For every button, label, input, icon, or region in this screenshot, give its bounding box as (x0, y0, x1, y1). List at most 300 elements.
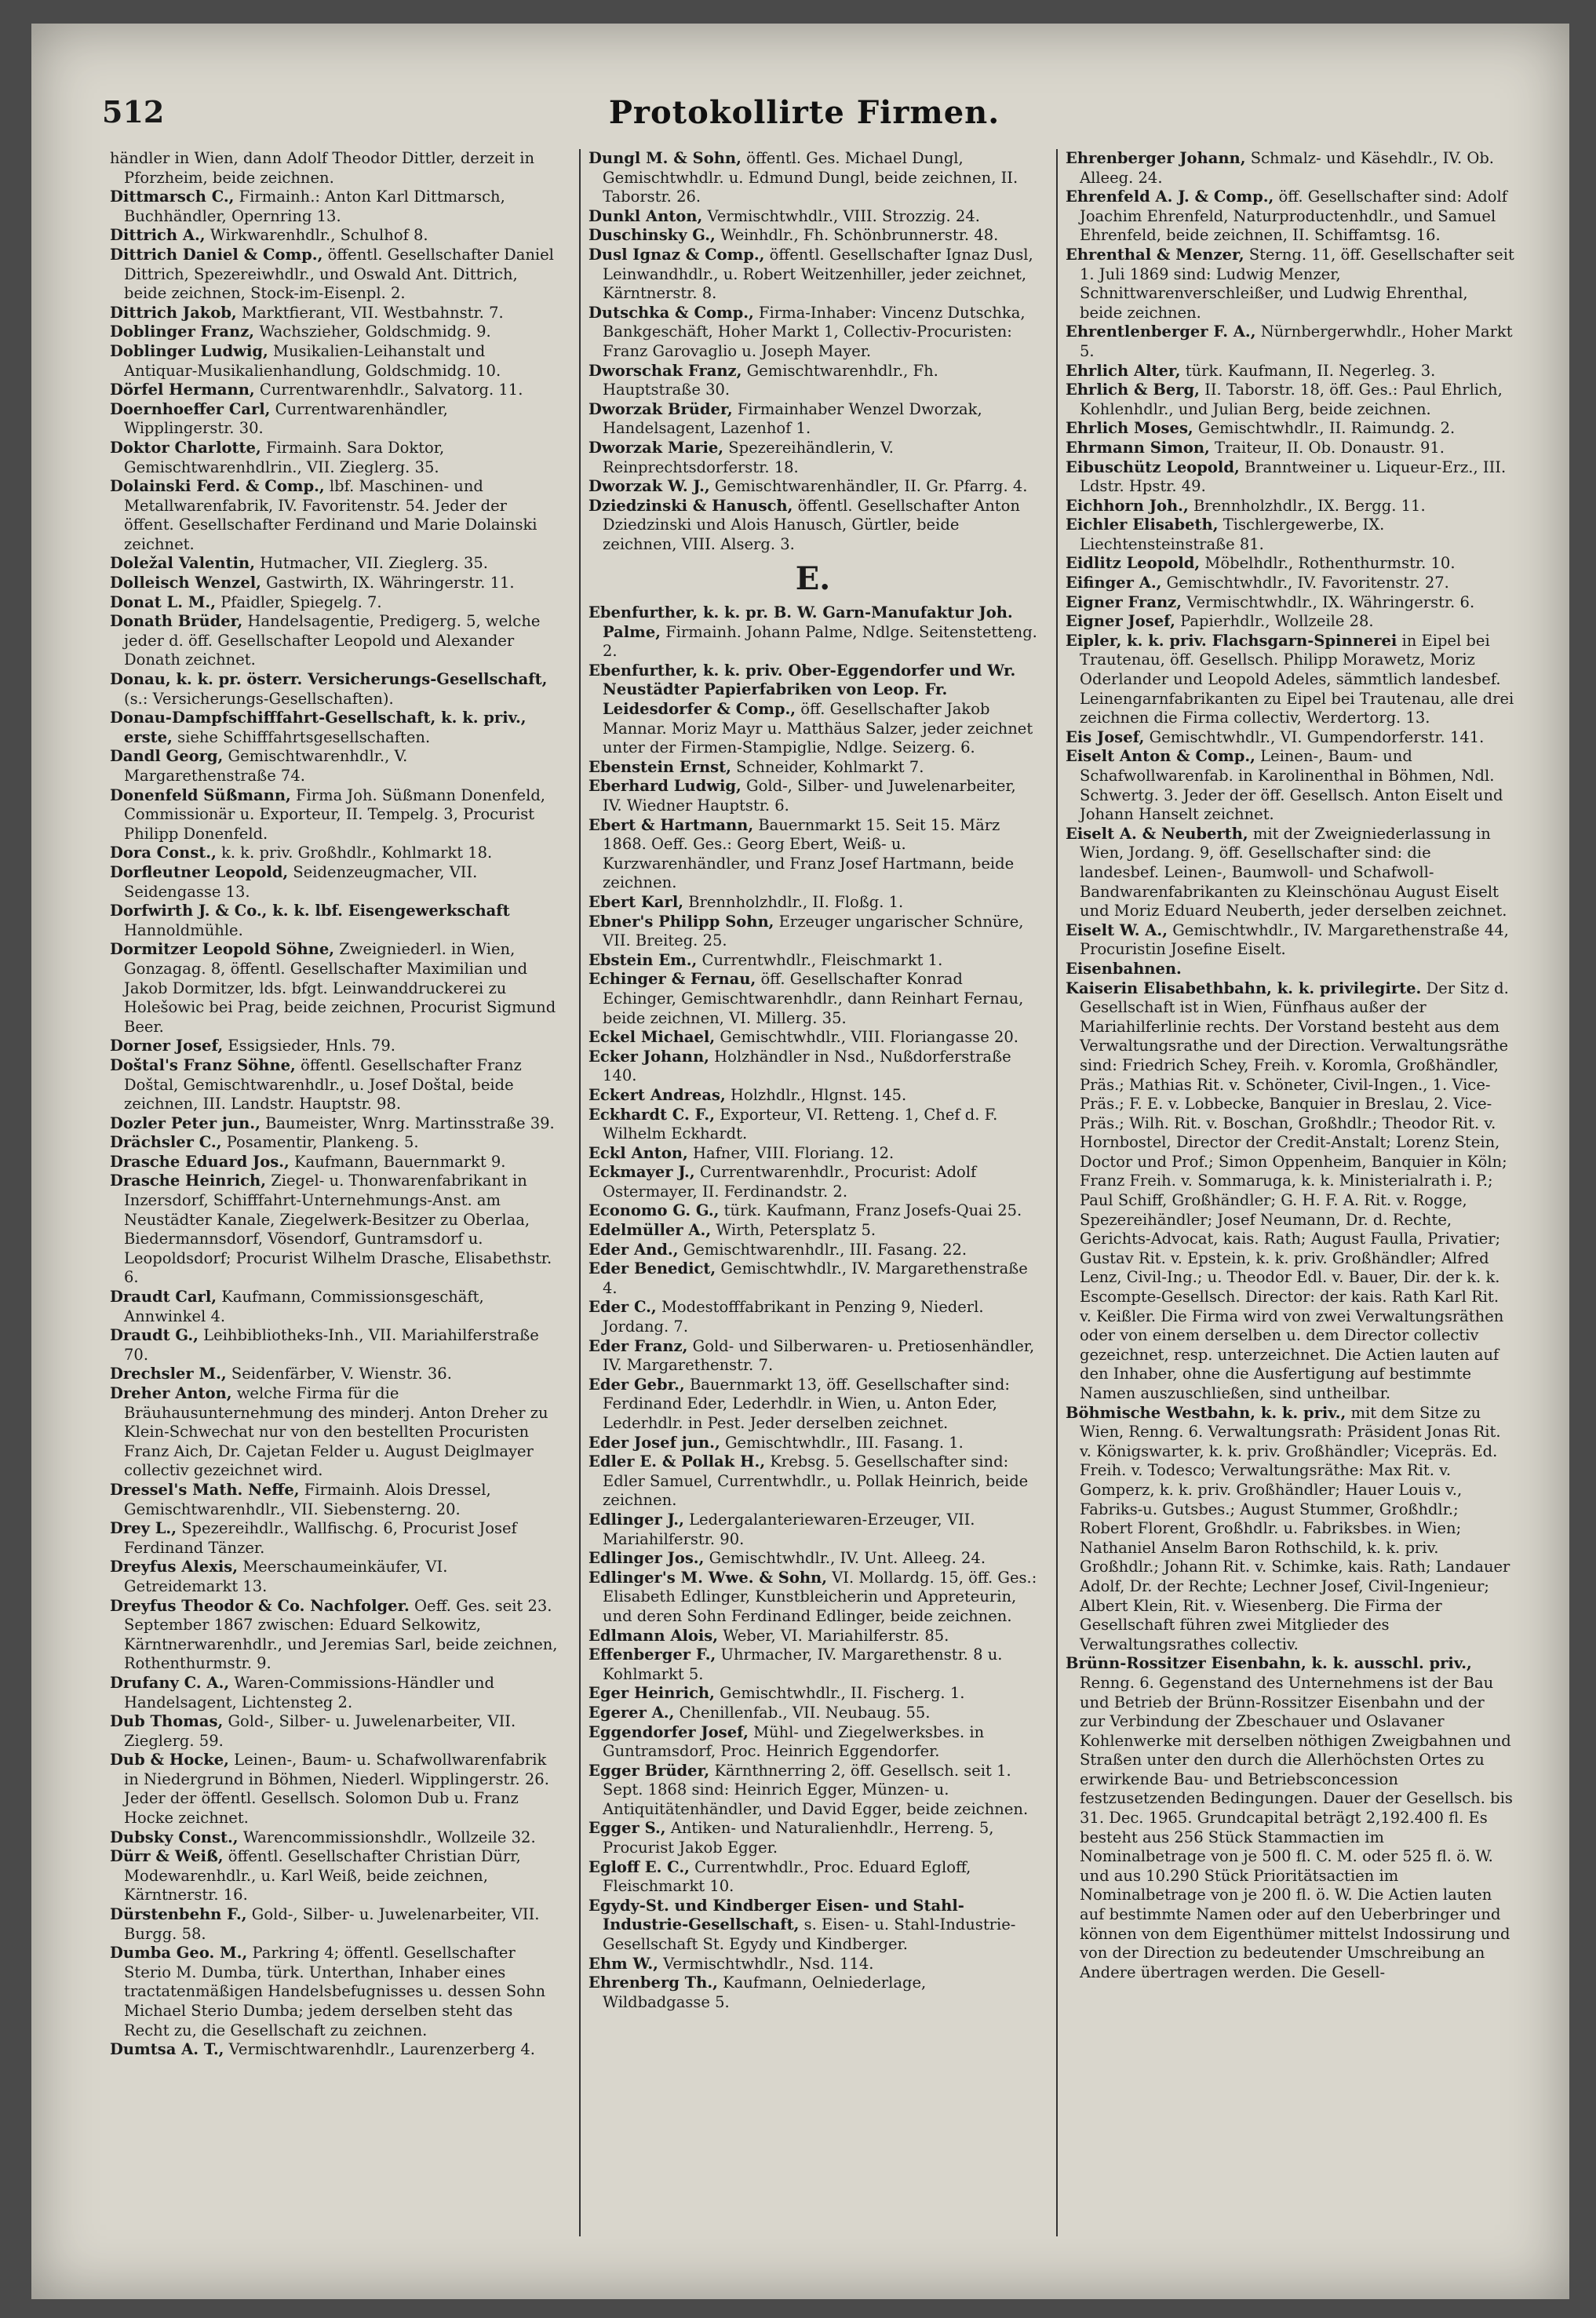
firm-details: Spezereihändlerin, V. Reinprechtsdorferstr. 18. (603, 438, 894, 476)
firm-name: Edlinger's M. Wwe. & Sohn, (588, 1568, 828, 1587)
firm-details: Marktfierant, VII. Westbahnstr. 7. (241, 303, 504, 322)
firm-details: öffentl. Gesellschafter Franz Doštal, Gemischtwarenhdlr., u. Josef Doštal, beide zeichnen, III. Landstr. Hauptstr. 98. (124, 1055, 522, 1113)
directory-entry (1066, 612, 1514, 632)
directory-entry (588, 1549, 1037, 1569)
directory-entry (110, 400, 560, 439)
firm-name: Doernhoeffer Carl, (110, 399, 271, 418)
firm-details: Leihbibliotheks-Inh., VII. Mariahilferstraße 70. (124, 1326, 539, 1364)
page-header (102, 94, 1507, 141)
firm-name: Dumba Geo. M., (110, 1944, 248, 1963)
directory-entry (588, 1201, 1037, 1221)
firm-details: Gemischtwarenhdlr., Fh. Hauptstraße 30. (603, 361, 938, 399)
firm-details: Currentwhdlr., Fleischmarkt 1. (701, 950, 943, 969)
directory-entry (110, 902, 560, 940)
directory-entry (110, 1674, 560, 1712)
firm-details: Wirth, Petersplatz 5. (716, 1221, 876, 1240)
firm-details: Ziegel- u. Thonwarenfabrikant in Inzersdorf, Schifffahrt-Unternehmungs-Anst. am Neustädter Kanale, Ziegelwerk-Besitzer zu Oberlaa, Biedermannsdorf, Vösendorf, Guntramsdorf u. Leopoldsdorf; Procurist Wilhelm Drasche, Elisabethstr. 6. (124, 1172, 552, 1287)
firm-name: Effenberger F., (588, 1646, 716, 1664)
directory-entry (110, 323, 560, 342)
firm-name: Ebenstein Ernst, (588, 757, 731, 776)
directory-entry (110, 1712, 560, 1751)
firm-name: Doblinger Franz, (110, 323, 255, 341)
firm-details: Gemischtwhdlr., III. Fasang. 1. (724, 1433, 964, 1452)
firm-details: Warencommissionshdlr., Wollzeile 32. (242, 1828, 536, 1846)
firm-name: Ebert & Hartmann, (588, 815, 754, 834)
firm-name: Donath Brüder, (110, 612, 243, 631)
firm-details: VI. Mollardg. 15, öff. Ges.: Elisabeth Edlinger, Kunstbleicherin und Appreteurin, und deren Sohn Ferdinand Edlinger, beide zeichnen. (603, 1568, 1037, 1625)
directory-entry (1066, 1654, 1514, 1982)
directory-entry (110, 1326, 560, 1365)
firm-details: Holzhdlr., Hlgnst. 145. (730, 1085, 907, 1104)
firm-name: Drächsler C., (110, 1133, 222, 1152)
firm-name: Dandl Georg, (110, 747, 224, 766)
firm-details: Gold-, Silber- u. Juwelenarbeiter, VII. Burgg. 58. (124, 1905, 540, 1943)
firm-name: Ebstein Em., (588, 950, 698, 969)
firm-name: Egger Brüder, (588, 1761, 710, 1780)
firm-details: k. k. priv. Großhdlr., Kohlmarkt 18. (221, 844, 493, 862)
firm-name: Doktor Charlotte, (110, 438, 261, 457)
firm-name: Eckel Michael, (588, 1028, 716, 1047)
firm-name: Eigner Josef, (1066, 612, 1175, 631)
firm-details: Gemischtwhdlr., IV. Margarethenstraße 44, Procuristin Josefine Eiselt. (1080, 920, 1509, 959)
firm-details: II. Taborstr. 18, öff. Ges.: Paul Ehrlich, Kohlenhdlr., und Julian Berg, beide zeichnen. (1080, 381, 1503, 418)
directory-entry (588, 1819, 1037, 1857)
directory-entry (588, 758, 1037, 778)
firm-details: Traiteur, II. Ob. Donaustr. 91. (1215, 438, 1445, 457)
firm-name: Ehrlich Alter, (1066, 361, 1181, 380)
directory-entry (110, 1114, 560, 1134)
directory-entry (588, 1241, 1037, 1260)
firm-name: Dittmarsch C., (110, 188, 235, 206)
firm-details: Holzhändler in Nsd., Nußdorferstraße 140. (603, 1047, 1011, 1085)
firm-name: Edelmüller A., (588, 1221, 712, 1240)
firm-name: Drasche Eduard Jos., (110, 1152, 290, 1171)
directory-entry (110, 844, 560, 863)
firm-details: öffentl. Gesellschafter Ignaz Dusl, Leinwandhdlr., u. Robert Weitzenhiller, jeder zeichnet, Kärntnerstr. 8. (603, 245, 1033, 303)
firm-details: Essigsieder, Hnls. 79. (228, 1037, 395, 1055)
directory-entry (110, 1153, 560, 1172)
firm-details: Zweigniederl. in Wien, Gonzagag. 8, öffentl. Gesellschafter Maximilian und Jakob Dormitzer, lds. bfgt. Leinwanddruckerei zu Holešowic bei Prag, beide zeichnen, Procurist Sigmund Beer. (124, 940, 556, 1036)
directory-entry (1066, 497, 1514, 516)
firm-name: Eggendorfer Josef, (588, 1722, 749, 1741)
firm-name: Eifinger A., (1066, 574, 1162, 592)
firm-details: türk. Kaufmann, II. Negerleg. 3. (1185, 361, 1436, 380)
firm-details: Weber, VI. Mariahilferstr. 85. (723, 1626, 949, 1645)
firm-details: Sterng. 11, öff. Gesellschafter seit 1. Juli 1869 sind: Ludwig Menzer, Schnittwarenverschleißer, und Ludwig Ehrenthal, beide zeichnen. (1080, 245, 1514, 322)
firm-name: Egger S., (588, 1819, 666, 1838)
firm-details: Uhrmacher, IV. Margarethenstr. 8 u. Kohlmarkt 5. (603, 1646, 1003, 1683)
firm-name: Dittrich Daniel & Comp., (110, 245, 323, 264)
directory-entry (588, 207, 1037, 227)
directory-entry (588, 1259, 1037, 1298)
directory-entry (588, 662, 1037, 758)
firm-details: Meerschaumeinkäufer, VI. Getreidemarkt 13. (124, 1558, 448, 1595)
firm-details: Gemischtwarenhdlr., V. Margarethenstraße 74. (124, 747, 408, 785)
directory-entry (110, 149, 560, 188)
directory-entry (1066, 439, 1514, 458)
firm-details: Möbelhdlr., Rothenthurmstr. 10. (1204, 554, 1456, 573)
directory-entry (110, 188, 560, 226)
firm-name: Edlinger J., (588, 1510, 684, 1529)
directory-entry (110, 1828, 560, 1848)
firm-details: Tischlergewerbe, IX. Liechtensteinstraße 81. (1080, 516, 1385, 553)
directory-entry (110, 554, 560, 574)
firm-details: öff. Gesellschafter Jakob Mannar. Moriz Mayr u. Matthäus Salzer, jeder zeichnet unter der Firmen-Stampiglie, Ndlge. Seizerg. 6. (603, 700, 1033, 757)
directory-entry (110, 381, 560, 400)
directory-entry (1066, 632, 1514, 728)
directory-entry (110, 747, 560, 785)
firm-details: Firmainh. Sara Doktor, Gemischtwarenhdlrin., VII. Zieglerg. 35. (124, 438, 445, 476)
firm-name: Eder C., (588, 1298, 657, 1317)
firm-name: Drey L., (110, 1519, 177, 1538)
firm-name: Dozler Peter jun., (110, 1113, 261, 1132)
firm-name: Doblinger Ludwig, (110, 341, 268, 360)
directory-entry (1066, 381, 1514, 419)
firm-details: (s.: Versicherungs-Gesellschaften). (124, 689, 394, 708)
firm-name: Eberhard Ludwig, (588, 777, 742, 796)
directory-entry (588, 970, 1037, 1028)
directory-entry (1066, 593, 1514, 613)
firm-name: Dumtsa A. T., (110, 2040, 224, 2059)
firm-details: Gemischtwarenhändler, II. Gr. Pfarrg. 4. (714, 477, 1028, 496)
firm-name: Draudt Carl, (110, 1288, 217, 1307)
firm-details: Gold-, Silber- u. Juwelenarbeiter, VII. Zieglerg. 59. (124, 1712, 516, 1750)
directory-entry (588, 1723, 1037, 1762)
firm-name: Ebenfurther, k. k. priv. Ober-Eggendorfer und Wr. Neustädter Papierfabriken von Leop. Fr. Leidesdorfer & Comp., (588, 661, 1016, 719)
firm-details: Spezereihdlr., Wallfischg. 6, Procurist Josef Ferdinand Tänzer. (124, 1519, 517, 1557)
firm-details: Renng. 6. Gegenstand des Unternehmens ist der Bau und Betrieb der Brünn-Rossitzer Eisenbahn und der zur Verbindung der Zbeschauer und Oslavaner Kohlenwerke mit derselben nöthigen Zweigbahnen und Straßen unter den durch die Allerhöchsten Ortes zu erwirkende Bau- und Betriebsconcession festzusetzenden Bedingungen. Dauer der Gesellsch. bis 31. Dec. 1965. Grundcapital beträgt 2,192.400 fl. Es besteht aus 256 Stück Stammactien im Nominalbetrage von je 500 fl. C. M. oder 525 fl. ö. W. und aus 10.290 Stück Prioritätsactien im Nominalbetrage von je 200 fl. ö. W. Die Actien lauten auf bestimmte Namen oder auf den Ueberbringer und können von dem Eigenthümer mittelst Indossirung und von der Direction zu bedeutender Umschreibung an Andere übertragen werden. Die Gesell- (1080, 1673, 1513, 1981)
directory-entry (1066, 458, 1514, 497)
directory-entry (110, 1172, 560, 1288)
firm-details: Branntweiner u. Liqueur-Erz., III. Ldstr. Hpstr. 49. (1080, 457, 1507, 496)
firm-details: Currentwarenhändler, Wipplingerstr. 30. (124, 399, 448, 438)
directory-entry (588, 1897, 1037, 1955)
firm-name: Ehrenthal & Menzer, (1066, 245, 1244, 264)
firm-details: Der Sitz d. Gesellschaft ist in Wien, Fünfhaus außer der Mariahilferlinie rechts. Der Vorstand besteht aus dem Verwaltungsrathe und der Direction. Verwaltungsräthe sind: Friedrich Schey, Freih. v. Koromla, Großhändler, Präs.; Mathias Rit. v. Schöneter, Civil-Ingen., 1. Vice-Präs.; F. E. v. Lobbecke, Banquier in Breslau, 2. Vice-Präs.; Wilh. Rit. v. Boschan, Großhdlr.; Theodor Rit. v. Hornbostel, Director der Credit-Anstalt; Lorenz Stein, Doctor und Prof.; Simon Oppenheim, Banquier in Köln; Franz Freih. v. Sommaruga, k. k. Ministerialrath i. P.; Paul Schiff, Großhändler; G. H. F. A. Rit. v. Rogge, Spezereihändler; Josef Neumann, Dr. d. Rechte, Gerichts-Advocat, kais. Rath; August Faulla, Privatier; Gustav Rit. v. Epstein, k. k. priv. Großhändler; Alfred Lenz, Civil-Ing.; u. Theodor Edl. v. Bauer, Dir. der k. k. Escompte-Gesellsch. Director: der kais. Rath Karl Rit. v. Keißler. Die Firma wird von zwei Verwaltungsräthen oder von einem derselben u. dem Director collectiv gezeichnet, resp. unterzeichnet. Die Actien lauten auf den Inhaber, ohne die Ausfertigung auf bestimmte Namen auszuschließen, sind untheilbar. (1080, 979, 1509, 1402)
firm-details: Currentwhdlr., Proc. Eduard Egloff, Fleischmarkt 10. (603, 1857, 971, 1896)
directory-entry (110, 612, 560, 670)
firm-name: Eckhardt C. F., (588, 1105, 715, 1124)
directory-entry (1066, 960, 1514, 979)
firm-name: Dutschka & Comp., (588, 303, 754, 322)
directory-entry (110, 246, 560, 304)
firm-details: Vermischtwhdlr., VIII. Strozzig. 24. (707, 206, 980, 225)
firm-name: Eichler Elisabeth, (1066, 516, 1219, 534)
directory-entry (588, 246, 1037, 304)
firm-details: Mühl- und Ziegelwerksbes. in Guntramsdorf, Proc. Heinrich Eggendorfer. (603, 1722, 985, 1761)
firm-details: Firma-Inhaber: Vincenz Dutschka, Bankgeschäft, Hoher Markt 1, Collectiv-Procuristen: Franz Garovaglio u. Joseph Mayer. (603, 303, 1026, 360)
firm-name: Dreyfus Theodor & Co. Nachfolger. (110, 1596, 410, 1615)
firm-name: Ehrenberger Johann, (1066, 149, 1246, 167)
firm-name: Dubsky Const., (110, 1828, 239, 1846)
directory-entry (110, 1056, 560, 1114)
firm-details: händler in Wien, dann Adolf Theodor Dittler, derzeit in Pforzheim, beide zeichnen. (110, 149, 535, 187)
firm-name: Drufany C. A., (110, 1673, 230, 1692)
firm-details: Firma Joh. Süßmann Donenfeld, Commissionär u. Exporteur, II. Tempelg. 3, Procurist Philipp Donenfeld. (124, 785, 545, 843)
firm-details: Wachszieher, Goldschmidg. 9. (259, 323, 491, 341)
firm-name: Dungl M. & Sohn, (588, 149, 742, 167)
firm-details: Schneider, Kohlmarkt 7. (736, 757, 924, 776)
firm-details: Seidenzeugmacher, VII. Seidengasse 13. (124, 862, 478, 901)
firm-details: Brennholzhdlr., IX. Bergg. 11. (1193, 496, 1426, 515)
firm-name: Ehrentlenberger F. A., (1066, 323, 1256, 341)
directory-entry (588, 1337, 1037, 1376)
directory-entry (1066, 825, 1514, 921)
firm-name: Dworschak Franz, (588, 361, 742, 380)
firm-name: Dziedzinski & Hanusch, (588, 496, 793, 515)
firm-name: Duschinsky G., (588, 226, 716, 245)
firm-details: Gemischtwhdlr., IV. Margarethenstraße 4. (603, 1259, 1028, 1297)
directory-entry (588, 1627, 1037, 1646)
firm-details: Posamentir, Plankeng. 5. (226, 1133, 419, 1152)
directory-entry (110, 1847, 560, 1905)
directory-entry (588, 1704, 1037, 1723)
directory-entry (1066, 1404, 1514, 1655)
directory-entry (1066, 516, 1514, 554)
firm-name: Eckl Anton, (588, 1143, 688, 1162)
firm-name: Eckmayer J., (588, 1163, 695, 1182)
firm-details: Gemischtwhdlr., II. Fischerg. 1. (720, 1684, 965, 1703)
directory-entry (588, 913, 1037, 951)
firm-details: Waren-Commissions-Händler und Handelsagent, Lichtensteg 2. (124, 1673, 494, 1711)
directory-entry (588, 1434, 1037, 1453)
firm-details: Parkring 4; öffentl. Gesellschafter Sterio M. Dumba, türk. Unterthan, Inhaber eines tractatenmäßigen Handelsbefugnisses u. dessen Sohn Michael Sterio Dumba; jedem derselben steht das Recht zu, die Gesellschaft zu zeichnen. (124, 1944, 546, 2039)
directory-entry (110, 1905, 560, 1944)
directory-entry (588, 1511, 1037, 1549)
directory-entry (588, 362, 1037, 400)
firm-details: Vermischtwhdlr., Nsd. 114. (663, 1954, 874, 1973)
directory-entry (588, 816, 1037, 893)
firm-name: Eigner Franz, (1066, 592, 1182, 611)
firm-name: Eckert Andreas, (588, 1085, 726, 1104)
firm-name: Dworzak Marie, (588, 438, 724, 457)
firm-name: Eder Gebr., (588, 1375, 685, 1394)
firm-name: Dürstenbehn F., (110, 1905, 247, 1924)
firm-details: Exporteur, VI. Retteng. 1, Chef d. F. Wilhelm Eckhardt. (603, 1105, 998, 1143)
firm-details: öffentl. Gesellschafter Christian Dürr, Modewarenhdlr., u. Karl Weiß, beide zeichnen, Kärntnerstr. 16. (124, 1847, 521, 1904)
firm-details: öff. Gesellschafter sind: Adolf Joachim Ehrenfeld, Naturproductenhdlr., und Samuel Ehrenfeld, beide zeichnen, II. Schiffamtsg. 16. (1080, 188, 1507, 245)
text-columns (102, 149, 1522, 2236)
firm-name: Eisenbahnen. (1066, 959, 1182, 978)
directory-entry (1066, 323, 1514, 361)
firm-name: Dolleisch Wenzel, (110, 574, 261, 592)
firm-details: Gemischtwhdlr., VIII. Floriangasse 20. (720, 1028, 1018, 1047)
firm-name: Ehrlich & Berg, (1066, 381, 1200, 399)
directory-entry (588, 226, 1037, 246)
firm-details: Bauernmarkt 15. Seit 15. März 1868. Oeff. Ges.: Georg Ebert, Weiß- u. Kurzwarenhändler, und Franz Josef Hartmann, beide zeichnen. (603, 815, 1015, 892)
firm-details: Krebsg. 5. Gesellschafter sind: Edler Samuel, Currentwhdlr., u. Pollak Heinrich, beide zeichnen. (603, 1452, 1029, 1510)
directory-entry (588, 1452, 1037, 1511)
page-title: Protokollirte Firmen. (608, 94, 1000, 131)
firm-name: Ehrmann Simon, (1066, 438, 1210, 457)
firm-name: Eidlitz Leopold, (1066, 554, 1201, 573)
firm-name: Dormitzer Leopold Söhne, (110, 940, 335, 959)
directory-entry (110, 1481, 560, 1519)
firm-details: Handelsagentie, Predigerg. 5, welche jeder d. öff. Gesellschafter Leopold und Alexander Donath zeichnet. (124, 612, 541, 669)
document-page (31, 24, 1569, 2299)
firm-name: Eis Josef, (1066, 727, 1145, 746)
firm-details: Hafner, VIII. Floriang. 12. (692, 1143, 895, 1162)
directory-entry (110, 1384, 560, 1481)
directory-entry (1066, 554, 1514, 574)
firm-name: Ebner's Philipp Sohn, (588, 912, 774, 931)
directory-entry (110, 1558, 560, 1596)
firm-name: Eibuschütz Leopold, (1066, 457, 1240, 476)
directory-entry (588, 1646, 1037, 1684)
firm-name: Egydy-St. und Kindberger Eisen- und Stahl-Industrie-Gesellschaft, (588, 1896, 964, 1934)
directory-entry (588, 1086, 1037, 1106)
firm-name: Economo G. G., (588, 1201, 720, 1220)
firm-details: öffentl. Gesellschafter Daniel Dittrich, Spezereiwhdlr., und Oswald Ant. Dittrich, beide zeichnen, Stock-im-Eisenpl. 2. (124, 245, 554, 303)
firm-details: öff. Gesellschafter Konrad Echinger, Gemischtwarenhdlr., dann Reinhart Fernau, beide zeichnen, VI. Millerg. 35. (603, 970, 1024, 1027)
firm-name: Drechsler M., (110, 1365, 227, 1383)
firm-details: Leinen-, Baum- u. Schafwollwarenfabrik in Niedergrund in Böhmen, Niederl. Wipplingerstr. 26. Jeder der öffentl. Gesellsch. Solomon Dub u. Franz Hocke zeichnet. (124, 1751, 549, 1828)
firm-name: Dolainski Ferd. & Comp., (110, 477, 325, 496)
firm-details: Kaufmann, Oelniederlage, Wildbadgasse 5. (603, 1974, 927, 2011)
firm-details: Erzeuger ungarischer Schnüre, VII. Breiteg. 25. (603, 912, 1024, 950)
firm-name: Dorfwirth J. & Co., k. k. lbf. Eisengewerkschaft (110, 902, 510, 920)
firm-details: Weinhdlr., Fh. Schönbrunnerstr. 48. (720, 226, 999, 245)
firm-name: Ecker Johann, (588, 1047, 709, 1066)
firm-details: Vermischtwarenhdlr., Laurenzerberg 4. (228, 2040, 535, 2059)
directory-entry (110, 670, 560, 709)
directory-entry (110, 1365, 560, 1384)
firm-name: Doležal Valentin, (110, 554, 255, 573)
directory-entry (110, 1037, 560, 1056)
firm-details: Firmainh. Alois Dressel, Gemischtwarenhdlr., VII. Siebensterng. 20. (124, 1480, 491, 1518)
firm-name: Egloff E. C., (588, 1857, 690, 1876)
firm-details: Ledergalanteriewaren-Erzeuger, VII. Mariahilferstr. 90. (603, 1510, 975, 1548)
firm-details: Firmainh.: Anton Karl Dittmarsch, Buchhändler, Opernring 13. (124, 188, 505, 225)
directory-entry (1066, 419, 1514, 439)
directory-entry (110, 477, 560, 554)
firm-name: Eder Franz, (588, 1336, 688, 1355)
directory-entry (1066, 979, 1514, 1404)
firm-name: Donau, k. k. pr. österr. Versicherungs-Gesellschaft, (110, 670, 548, 689)
directory-entry (588, 1028, 1037, 1048)
firm-name: Ehrenberg Th., (588, 1974, 718, 1992)
firm-name: Dreher Anton, (110, 1384, 232, 1402)
section-letter: E. (795, 560, 831, 598)
directory-entry (110, 304, 560, 323)
directory-entry (588, 1048, 1037, 1086)
firm-details: Baumeister, Wnrg. Martinsstraße 39. (265, 1113, 555, 1132)
directory-entry (110, 786, 560, 844)
firm-details: Wirkwarenhdlr., Schulhof 8. (210, 226, 428, 245)
firm-name: Dworzak Brüder, (588, 399, 733, 418)
firm-name: Dorfleutner Leopold, (110, 862, 289, 881)
firm-name: Donat L. M., (110, 592, 216, 611)
directory-entry (1066, 921, 1514, 960)
directory-entry (588, 1298, 1037, 1336)
directory-entry (588, 1221, 1037, 1241)
firm-name: Egerer A., (588, 1703, 675, 1722)
firm-details: Chenillenfab., VII. Neubaug. 55. (679, 1703, 931, 1722)
firm-name: Eder Josef jun., (588, 1433, 720, 1452)
directory-entry (110, 1751, 560, 1828)
directory-entry (110, 593, 560, 613)
directory-entry (1066, 188, 1514, 246)
directory-entry (110, 1133, 560, 1153)
firm-name: Dworzak W. J., (588, 477, 710, 496)
firm-name: Eipler, k. k. priv. Flachsgarn-Spinnerei (1066, 631, 1397, 650)
directory-entry (110, 574, 560, 593)
firm-name: Edlinger Jos., (588, 1549, 705, 1568)
directory-entry (588, 477, 1037, 497)
firm-name: Drasche Heinrich, (110, 1172, 266, 1190)
firm-name: Dörfel Hermann, (110, 381, 255, 399)
firm-name: Echinger & Fernau, (588, 970, 756, 989)
page-number: 512 (102, 94, 165, 129)
firm-details: Gemischtwhdlr., VI. Gumpendorferstr. 141. (1149, 727, 1485, 746)
firm-details: siehe Schifffahrtsgesellschaften. (177, 727, 431, 746)
column-2 (579, 149, 1045, 2236)
directory-entry (1066, 362, 1514, 381)
firm-details: Currentwarenhdlr., Salvatorg. 11. (259, 381, 523, 399)
firm-name: Dusl Ignaz & Comp., (588, 245, 765, 264)
firm-details: Hannoldmühle. (124, 920, 243, 939)
firm-details: Papierhdlr., Wollzeile 28. (1180, 612, 1374, 631)
firm-details: Firmainhaber Wenzel Dworzak, Handelsagent, Lazenhof 1. (603, 399, 982, 438)
firm-name: Ehrlich Moses, (1066, 419, 1193, 438)
firm-name: Eder Benedict, (588, 1259, 716, 1278)
directory-entry (588, 304, 1037, 362)
firm-details: Gemischtwhdlr., IV. Unt. Alleeg. 24. (709, 1549, 986, 1568)
firm-name: Dub Thomas, (110, 1712, 224, 1731)
firm-name: Dreyfus Alexis, (110, 1558, 238, 1576)
firm-name: Dürr & Weiß, (110, 1847, 224, 1866)
firm-details: Gemischtwarenhdlr., III. Fasang. 22. (683, 1240, 967, 1259)
directory-entry (588, 1684, 1037, 1704)
firm-name: Ebenfurther, k. k. pr. B. W. Garn-Manufaktur Joh. Palme, (588, 603, 1013, 641)
firm-details: Pfaidler, Spiegelg. 7. (220, 592, 382, 611)
firm-details: Musikalien-Leihanstalt und Antiquar-Musikalienhandlung, Goldschmidg. 10. (124, 341, 501, 380)
directory-entry (110, 226, 560, 246)
directory-entry (588, 1858, 1037, 1897)
firm-name: Kaiserin Elisabethbahn, k. k. privilegirte. (1066, 979, 1422, 997)
directory-entry (110, 863, 560, 902)
firm-details: Gemischtwhdlr., II. Raimundg. 2. (1197, 419, 1456, 438)
directory-entry (588, 1955, 1037, 1974)
firm-details: Nürnbergerwhdlr., Hoher Markt 5. (1080, 323, 1513, 360)
firm-details: Currentwarenhdlr., Procurist: Adolf Ostermayer, II. Ferdinandstr. 2. (603, 1163, 977, 1201)
directory-entry (110, 1597, 560, 1674)
firm-details: Antiken- und Naturalienhdlr., Herreng. 5, Procurist Jakob Egger. (603, 1819, 994, 1857)
directory-entry (110, 1288, 560, 1326)
directory-entry (588, 1762, 1037, 1820)
firm-details: Leinen-, Baum- und Schafwollwarenfab. in Karolinenthal in Böhmen, Ndl. Schwertg. 3. Jeder der öff. Gesellsch. Anton Eiselt und Johann Hanselt zeichnet. (1080, 747, 1503, 824)
column-3 (1056, 149, 1522, 2236)
column-1 (102, 149, 568, 2236)
firm-details: Gastwirth, IX. Währingerstr. 11. (266, 574, 515, 592)
firm-details: öffentl. Ges. Michael Dungl, Gemischtwhdlr. u. Edmund Dungl, beide zeichnen, II. Taborstr. 26. (603, 149, 1018, 206)
firm-name: Dressel's Math. Neffe, (110, 1480, 300, 1499)
firm-details: welche Firma für die Bräuhausunternehmung des minderj. Anton Dreher zu Klein-Schwechat nur von den bestellten Procuristen Franz Aich, Dr. Cajetan Felder u. August Deiglmayer collectiv gezeichnet wird. (124, 1384, 548, 1480)
firm-name: Eiselt Anton & Comp., (1066, 747, 1255, 766)
firm-name: Böhmische Westbahn, k. k. priv., (1066, 1403, 1346, 1422)
firm-name: Dub & Hocke, (110, 1751, 229, 1769)
directory-entry (588, 1569, 1037, 1627)
directory-entry (588, 893, 1037, 913)
directory-entry (1066, 574, 1514, 593)
firm-name: Donenfeld Süßmann, (110, 785, 291, 804)
firm-name: Edler E. & Pollak H., (588, 1452, 766, 1471)
firm-details: mit der Zweigniederlassung in Wien, Jordang. 9, öff. Gesellschafter sind: die landesbef. Leinen-, Baumwoll- und Schafwoll-Bandwarenfabrikanten zu Kleinschönau August Eiselt und Moriz Eduard Neuberth, jeder derselben zeichnet. (1080, 824, 1507, 920)
firm-details: Kärnthnerring 2, öff. Gesellsch. seit 1. Sept. 1868 sind: Heinrich Egger, Münzen- u. Antiquitätenhändler, und David Egger, beide zeichnen. (603, 1761, 1029, 1818)
directory-entry (110, 709, 560, 747)
firm-name: Donau-Dampfschifffahrt-Gesellschaft, k. k. priv., erste, (110, 709, 527, 746)
firm-name: Eichhorn Joh., (1066, 496, 1189, 515)
